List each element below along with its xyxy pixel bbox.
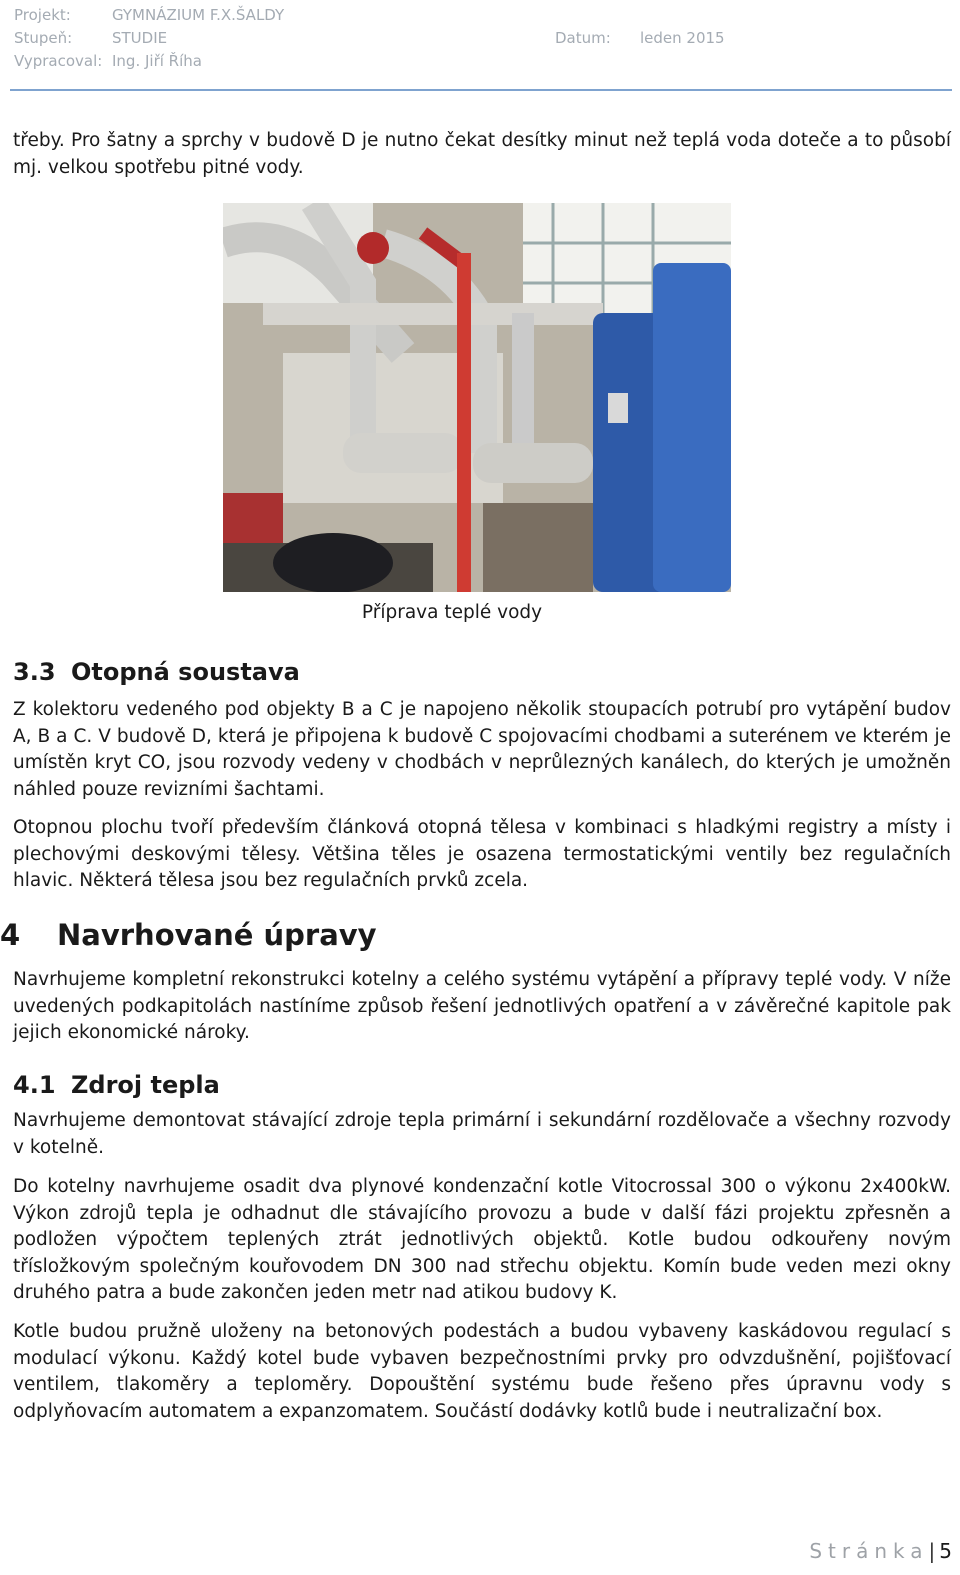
section-4-paragraph: Navrhujeme kompletní rekonstrukci kotelny a celého systému vytápění a přípravy teplé vody. V níže uvedených podkapitolách nastíníme způsob řešení jednotlivých opatření a v závěrečné kapitole pak jejich ekonomické nároky. xyxy=(13,969,951,1044)
header-divider xyxy=(10,89,952,91)
section-4-1-paragraph-1: Navrhujeme demontovat stávající zdroje tepla primární i sekundární rozdělovače a všechny rozvody v kotelně. xyxy=(13,1110,951,1158)
page-number: 5 xyxy=(939,1539,952,1563)
section-3-3-paragraph-2: Otopnou plochu tvoří především článková otopná tělesa v kombinaci s hladkými registry a místy i plechovými deskovými tělesy. Většina těles je osazena termostatickými ventily bez regulačních hlavic. Některá tělesa jsou bez regulačních prvků zcela. xyxy=(13,817,951,892)
date-label: Datum: xyxy=(555,29,611,47)
section-4-1-paragraph-3: Kotle budou pružně uloženy na betonových podestách a budou vybaveny kaskádovou regulací s modulací výkonu. Každý kotel bude vybaven bezpečnostními prvky pro odvzdušnění, pojišťovací ventilem, tlakoměry a teploměry. Dopouštění systému bude řešeno přes úpravnu vody s odplyňovacím automatem a expanzomatem. Součástí dodávky kotlů bude i neutralizační box. xyxy=(13,1321,951,1422)
section-3-3-number: 3.3 xyxy=(13,658,56,686)
section-4-1-title: Zdroj tepla xyxy=(71,1071,220,1099)
project-label: Projekt: xyxy=(14,6,71,24)
figure-caption: Příprava teplé vody xyxy=(361,602,543,623)
date-value: leden 2015 xyxy=(640,29,725,47)
stage-label: Stupeň: xyxy=(14,29,73,47)
intro-paragraph: třeby. Pro šatny a sprchy v budově D je nutno čekat desítky minut než teplá voda doteče a to působí mj. velkou spotřebu pitné vody. xyxy=(13,130,951,178)
section-4-1-paragraph-2: Do kotelny navrhujeme osadit dva plynové kondenzační kotle Vitocrossal 300 o výkonu 2x400kW. Výkon zdrojů tepla je odhadnut dle stávajícího provozu a bude v další fázi projektu zpřesněn a podložen výpočtem teplených ztrát jednotlivých objektů. Kotle budou odkouřeny novým třísložkovým společným kouřovodem DN 300 nad střechu objektu. Komín bude veden mezi okny druhého patra a bude zakončen jeden metr nad atikou budovy K. xyxy=(13,1176,951,1304)
section-3-3-heading xyxy=(13,658,300,686)
stage-value: STUDIE xyxy=(112,29,168,47)
section-4-heading xyxy=(0,918,377,952)
author-value: Ing. Jiří Říha xyxy=(112,52,202,70)
section-3-3-title: Otopná soustava xyxy=(71,658,300,686)
boiler-room-photo xyxy=(223,203,731,592)
section-4-title: Navrhované úpravy xyxy=(57,918,377,952)
section-4-1-number: 4.1 xyxy=(13,1071,56,1099)
footer-separator: | xyxy=(928,1539,936,1563)
page-label: Stránka xyxy=(809,1539,929,1563)
section-4-1-heading xyxy=(13,1071,220,1099)
project-value: GYMNÁZIUM F.X.ŠALDY xyxy=(112,6,285,24)
author-label: Vypracoval: xyxy=(14,52,103,70)
page-footer xyxy=(809,1539,952,1563)
section-3-3-paragraph-1: Z kolektoru vedeného pod objekty B a C je napojeno několik stoupacích potrubí pro vytápění budov A, B a C. V budově D, která je připojena k budově C spojovacími chodbami a suterénem ve kterém je umístěn kryt CO, jsou rozvody vedeny v chodbách v neprůlezných kanálech, do kterých je umožněn náhled pouze revizními šachtami. xyxy=(13,699,951,800)
section-4-number: 4 xyxy=(0,918,21,952)
document-header xyxy=(14,4,744,73)
